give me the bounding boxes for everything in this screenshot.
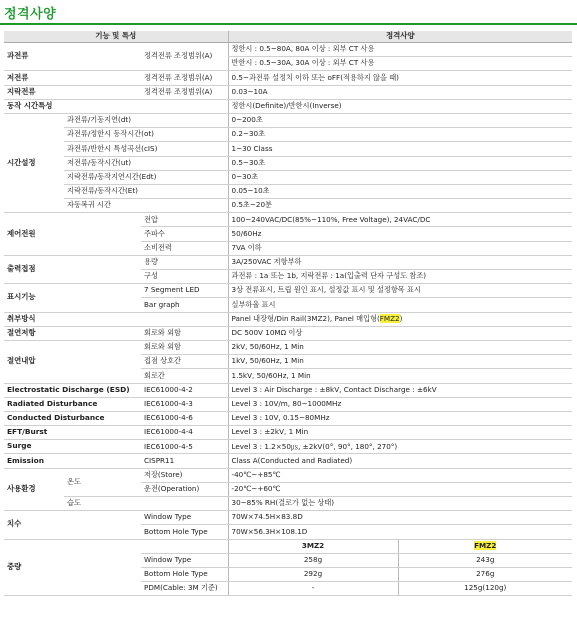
spec-env-oper: -20℃~+60℃: [228, 482, 572, 496]
cat-emc: Conducted Disturbance: [4, 411, 141, 425]
item-withstand: 접점 상호간: [141, 355, 228, 369]
spec-emc: Level 3 : 10V, 0.15~80MHz: [228, 411, 572, 425]
weight-3mz2-value: -: [228, 582, 398, 596]
item-timeset: 저전류/동작시간(ut): [64, 156, 228, 170]
env-oper: 운전(Operation): [141, 482, 228, 496]
spec-timeset: 0.5~30초: [228, 156, 572, 170]
spec-timeset: 0.5초~20분: [228, 199, 572, 213]
item-power: 전압: [141, 213, 228, 227]
env-temp-label: 온도: [64, 468, 141, 496]
spec-withstand: 2kV, 50/60Hz, 1 Min: [228, 340, 572, 354]
cat-emc: Surge: [4, 440, 141, 454]
cat-weight: 중량: [4, 539, 141, 596]
weight-fmz2-value: 243g: [398, 553, 572, 567]
spec-emc: Class A(Conducted and Radiated): [228, 454, 572, 468]
spec-groundfault: 0.03~10A: [228, 85, 572, 99]
item-emc: CISPR11: [141, 454, 228, 468]
spec-emc: Level 3 : Air Discharge : ±8kV, Contact Discharge : ±6kV: [228, 383, 572, 397]
page-title: 정격사양: [4, 7, 57, 22]
cat-emc: Emission: [4, 454, 141, 468]
cat-dimension: 치수: [4, 511, 141, 539]
spec-insulation: DC 500V 10MΩ 이상: [228, 326, 572, 340]
cat-output: 출력접점: [4, 255, 141, 283]
item-withstand: 회로와 외함: [141, 340, 228, 354]
weight-fmz2-value: 276g: [398, 567, 572, 581]
spec-power: 50/60Hz: [228, 227, 572, 241]
spec-env-store: -40℃~+85℃: [228, 468, 572, 482]
item-emc: IEC61000-4-2: [141, 383, 228, 397]
cat-timeset: 시간설정: [4, 113, 64, 212]
item-display: Bar graph: [141, 298, 228, 312]
item-groundfault: 정격전류 조정범위(A): [141, 85, 228, 99]
item-emc: IEC61000-4-5: [141, 440, 228, 454]
item-timeset: 자동복귀 시간: [64, 199, 228, 213]
cat-environment: 사용환경: [4, 468, 64, 511]
cat-withstand: 절연내압: [4, 340, 141, 383]
weight-3mz2-value: 258g: [228, 553, 398, 567]
item-output: 구성: [141, 270, 228, 284]
weight-fmz2-value: 125g(120g): [398, 582, 572, 596]
weight-blank: [141, 539, 228, 553]
spec-output: 3A/250VAC 저항부하: [228, 255, 572, 269]
spec-withstand: 1kV, 50/60Hz, 1 Min: [228, 355, 572, 369]
spec-timeset: 0~200초: [228, 113, 572, 127]
cat-undercurrent: 저전류: [4, 71, 141, 85]
spec-emc: Level 3 : 10V/m, 80~1000MHz: [228, 397, 572, 411]
spec-mounting: [228, 312, 572, 326]
item-power: 소비전력: [141, 241, 228, 255]
weight-3mz2-value: 292g: [228, 567, 398, 581]
weight-col-3mz2: 3MZ2: [228, 539, 398, 553]
spec-dimension: 70W×56.3H×108.1D: [228, 525, 572, 539]
spec-emc: Level 3 : 1.2×50㎲, ±2kV(0°, 90°, 180°, 270°): [228, 440, 572, 454]
item-undercurrent: 정격전류 조정범위(A): [141, 71, 228, 85]
weight-col-fmz2-label: FMZ2: [474, 540, 497, 550]
item-timeset: 지락전류/동작지연시간(Edt): [64, 170, 228, 184]
header-function: 기능 및 특성: [4, 31, 228, 43]
item-insulation: 회로와 외함: [141, 326, 228, 340]
cat-mounting: 취부방식: [4, 312, 228, 326]
cat-emc: Electrostatic Discharge (ESD): [4, 383, 141, 397]
item-weight: Bottom Hole Type: [141, 567, 228, 581]
cat-emc: Radiated Disturbance: [4, 397, 141, 411]
item-display: 7 Segment LED: [141, 284, 228, 298]
item-emc: IEC61000-4-4: [141, 426, 228, 440]
env-humid-label: 습도: [64, 497, 228, 511]
item-dimension: Bottom Hole Type: [141, 525, 228, 539]
spec-undercurrent: 0.5~과전류 설정치 이하 또는 oFF(적용하지 않을 때): [228, 71, 572, 85]
spec-emc: Level 3 : ±2kV, 1 Min: [228, 426, 572, 440]
spec-dimension: 70W×74.5H×83.8D: [228, 511, 572, 525]
spec-timeset: 0~30초: [228, 170, 572, 184]
spec-display: 3상 전류표시, 트립 원인 표시, 설정값 표시 및 설정항목 표시: [228, 284, 572, 298]
item-weight: PDM(Cable: 3M 기준): [141, 582, 228, 596]
item-timeset: 지락전류/동작시간(Et): [64, 184, 228, 198]
header-spec: 정격사양: [228, 31, 572, 43]
spec-operating: 정한시(Definite)/반한시(Inverse): [228, 99, 572, 113]
item-timeset: 과전류/정한시 동작시간(ot): [64, 128, 228, 142]
spec-mounting-highlight: FMZ2: [379, 313, 400, 323]
spec-mounting-end: ): [399, 313, 403, 323]
item-withstand: 회로간: [141, 369, 228, 383]
item-emc: IEC61000-4-3: [141, 397, 228, 411]
spec-overcurrent-1: 정한시 : 0.5~80A, 80A 이상 : 외부 CT 사용: [228, 43, 572, 57]
spec-timeset: 0.05~10초: [228, 184, 572, 198]
item-timeset: 과전류/반한시 특성곡선(cIS): [64, 142, 228, 156]
cat-operating: 동작 시간특성: [4, 99, 228, 113]
cat-groundfault: 지락전류: [4, 85, 141, 99]
spec-mounting-text: Panel 내장형/Din Rail(3MZ2), Panel 매입형(: [231, 313, 380, 323]
item-output: 용량: [141, 255, 228, 269]
item-emc: IEC61000-4-6: [141, 411, 228, 425]
weight-col-fmz2: [398, 539, 572, 553]
spec-timeset: 0.2~30초: [228, 128, 572, 142]
title-rule: [0, 23, 577, 25]
spec-table: [4, 31, 572, 596]
cat-overcurrent: 과전류: [4, 43, 141, 71]
spec-output: 과전류 : 1a 또는 1b, 지락전류 : 1a(입출력 단자 구성도 참조): [228, 270, 572, 284]
spec-power: 7VA 이하: [228, 241, 572, 255]
spec-env-humid: 30~85% RH(결로가 없는 상태): [228, 497, 572, 511]
cat-display: 표시기능: [4, 284, 141, 312]
spec-display: 실부하율 표시: [228, 298, 572, 312]
item-dimension: Window Type: [141, 511, 228, 525]
spec-withstand: 1.5kV, 50/60Hz, 1 Min: [228, 369, 572, 383]
spec-timeset: 1~30 Class: [228, 142, 572, 156]
spec-power: 100~240VAC/DC(85%~110%, Free Voltage), 24VAC/DC: [228, 213, 572, 227]
item-power: 주파수: [141, 227, 228, 241]
env-store: 저장(Store): [141, 468, 228, 482]
item-timeset: 과전류/기동지연(dt): [64, 113, 228, 127]
cat-power: 제어전원: [4, 213, 141, 256]
spec-overcurrent-2: 반한시 : 0.5~30A, 30A 이상 : 외부 CT 사용: [228, 57, 572, 71]
item-weight: Window Type: [141, 553, 228, 567]
cat-emc: EFT/Burst: [4, 426, 141, 440]
item-overcurrent: 정격전류 조정범위(A): [141, 43, 228, 71]
cat-insulation: 절연저항: [4, 326, 141, 340]
